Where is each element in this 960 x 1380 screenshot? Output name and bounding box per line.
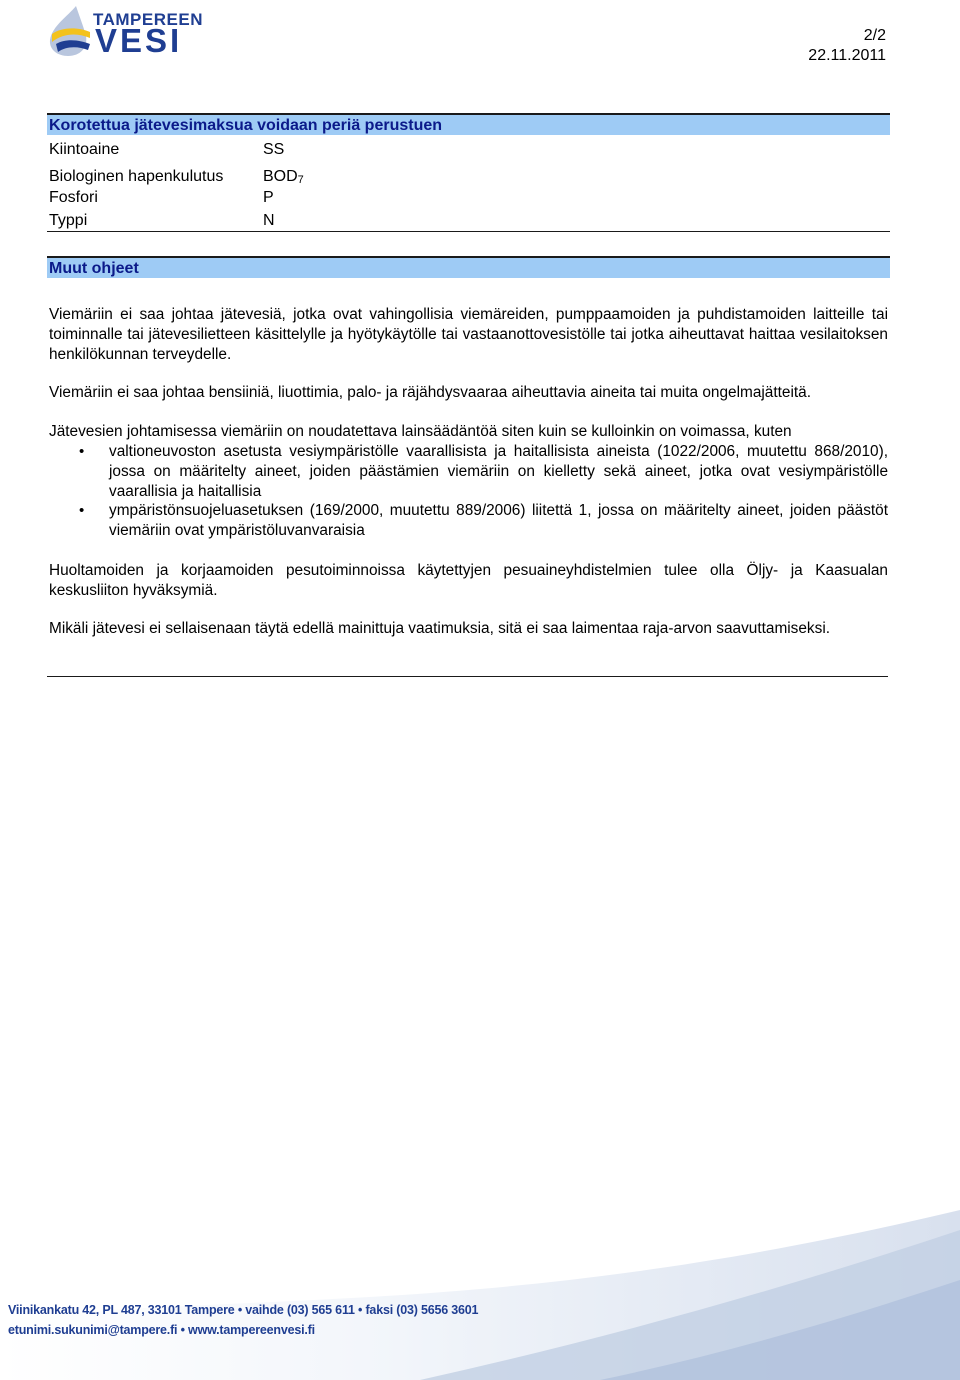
- paragraph: Viemäriin ei saa johtaa jätevesiä, jotka ovat vahingollisia viemäreiden, pumppaamoiden ja puhdistamoiden laitteille tai toiminnalle tai jätevesilietteen käsittelylle ja hyötykäytölle tai vastaanottovesistölle tai jotka aiheuttavat haittaa vesilaitoksen henkilökunnan terveydelle.: [49, 306, 888, 363]
- section-heading-basis: Korotettua jätevesimaksua voidaan periä perustuen: [47, 113, 890, 135]
- divider: [47, 676, 888, 677]
- paragraph: Viemäriin ei saa johtaa bensiiniä, liuottimia, palo- ja räjähdysvaaraa aiheuttavia aineita tai muita ongelmajätteitä.: [49, 384, 811, 401]
- footer-address: Viinikankatu 42, PL 487, 33101 Tampere • vaihde (03) 565 611 • faksi (03) 5656 3601: [8, 1303, 479, 1317]
- paragraph: Jätevesien johtamisessa viemäriin on noudatettava lainsäädäntöä siten kuin se kulloinkin on voimassa, kuten: [49, 423, 792, 440]
- parameter-label: Kiintoaine: [49, 141, 120, 158]
- regulation-list: [49, 442, 888, 541]
- parameter-code: [263, 168, 304, 186]
- water-drop-logo-icon: [46, 4, 94, 56]
- footer-wave-graphic: [0, 1170, 960, 1380]
- list-item: • ympäristönsuojeluasetuksen (169/2000, muutettu 889/2006) liitettä 1, jossa on määritelty aineet, joiden päästöt viemäriin ovat ympäristöluvanvaraisia: [49, 501, 888, 541]
- parameter-code: P: [263, 189, 274, 206]
- page-number: 2/2: [863, 27, 886, 44]
- list-item: • valtioneuvoston asetusta vesiympäristölle vaarallisista ja haitallisista aineista (1022/2006, muutettu 868/2010), jossa on määritelty aineet, joiden päästämien viemäriin on kielletty sekä aineet, jotka ovat vesiympäristölle vaarallisia ja haitallisia: [49, 442, 888, 501]
- company-logo: [46, 4, 226, 59]
- document-date: 22.11.2011: [808, 47, 886, 64]
- parameter-code: N: [263, 212, 275, 229]
- footer-contact: [8, 1300, 478, 1340]
- section-heading-other-instructions: Muut ohjeet: [47, 256, 890, 278]
- parameter-label: Typpi: [49, 212, 88, 229]
- logo-text-top: TAMPEREEN: [93, 10, 203, 29]
- parameter-code-subscript: 7: [297, 174, 304, 186]
- paragraph: Huoltamoiden ja korjaamoiden pesutoiminnoissa käytettyjen pesuaineyhdistelmien tulee olla Öljy- ja Kaasualan keskusliiton hyväksymiä.: [49, 562, 888, 599]
- parameter-code: SS: [263, 141, 285, 158]
- page-meta: [808, 26, 886, 66]
- parameter-label: Biologinen hapenkulutus: [49, 168, 224, 185]
- paragraph: Mikäli jätevesi ei sellaisenaan täytä edellä mainittuja vaatimuksia, sitä ei saa laimentaa raja-arvon saavuttamiseksi.: [49, 620, 831, 637]
- footer-web: etunimi.sukunimi@tampere.fi • www.tampereenvesi.fi: [8, 1323, 315, 1337]
- parameter-code-main: BOD: [263, 168, 298, 185]
- logo-text-bottom: VESI: [95, 22, 183, 59]
- parameter-label: Fosfori: [49, 189, 98, 206]
- divider: [47, 231, 890, 232]
